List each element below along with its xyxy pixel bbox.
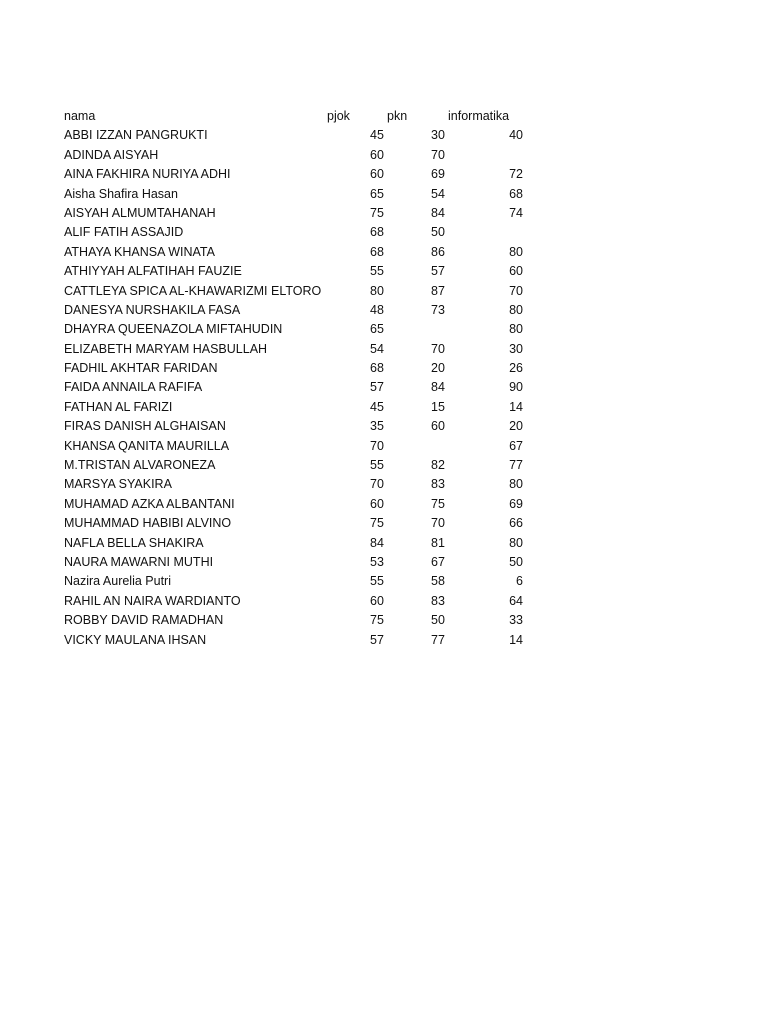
cell-informatika: 66 xyxy=(509,516,523,531)
cell-informatika: 60 xyxy=(509,264,523,279)
cell-pkn: 50 xyxy=(431,613,445,628)
cell-pjok: 54 xyxy=(370,341,384,356)
cell-nama: FADHIL AKHTAR FARIDAN xyxy=(64,361,218,376)
table-row xyxy=(64,553,534,572)
cell-informatika: 20 xyxy=(509,419,523,434)
cell-pjok: 70 xyxy=(370,477,384,492)
cell-informatika: 6 xyxy=(516,574,523,589)
cell-pkn: 75 xyxy=(431,496,445,511)
cell-pkn: 30 xyxy=(431,128,445,143)
cell-pjok: 55 xyxy=(370,458,384,473)
cell-pjok: 53 xyxy=(370,554,384,569)
cell-pkn: 70 xyxy=(431,516,445,531)
cell-pkn: 81 xyxy=(431,535,445,550)
cell-informatika: 50 xyxy=(509,554,523,569)
cell-pkn: 15 xyxy=(431,399,445,414)
table-row xyxy=(64,495,534,514)
cell-pjok: 65 xyxy=(370,322,384,337)
cell-pkn: 82 xyxy=(431,458,445,473)
cell-pjok: 84 xyxy=(370,535,384,550)
cell-pjok: 55 xyxy=(370,264,384,279)
cell-informatika: 77 xyxy=(509,458,523,473)
cell-nama: VICKY MAULANA IHSAN xyxy=(64,632,207,647)
table-row xyxy=(64,359,534,378)
table-row xyxy=(64,611,534,630)
cell-nama: ATHIYYAH ALFATIHAH FAUZIE xyxy=(64,264,242,279)
cell-informatika: 72 xyxy=(509,167,523,182)
cell-pkn: 69 xyxy=(431,167,445,182)
table-header-row xyxy=(64,107,534,126)
table-row xyxy=(64,572,534,591)
cell-nama: DHAYRA QUEENAZOLA MIFTAHUDIN xyxy=(64,322,283,337)
table-row xyxy=(64,204,534,223)
cell-nama: RAHIL AN NAIRA WARDIANTO xyxy=(64,593,241,608)
cell-pkn: 83 xyxy=(431,593,445,608)
table-row xyxy=(64,398,534,417)
cell-pjok: 80 xyxy=(370,283,384,298)
cell-pkn: 84 xyxy=(431,380,445,395)
table-row xyxy=(64,592,534,611)
cell-nama: ALIF FATIH ASSAJID xyxy=(64,225,184,240)
cell-pjok: 65 xyxy=(370,186,384,201)
table-row xyxy=(64,126,534,145)
table-row xyxy=(64,146,534,165)
table-row xyxy=(64,514,534,533)
table-row xyxy=(64,262,534,281)
cell-pkn: 87 xyxy=(431,283,445,298)
cell-informatika: 33 xyxy=(509,613,523,628)
cell-pjok: 75 xyxy=(370,516,384,531)
table-row xyxy=(64,165,534,184)
cell-informatika: 68 xyxy=(509,186,523,201)
cell-informatika: 14 xyxy=(509,399,523,414)
table-row xyxy=(64,223,534,242)
cell-pjok: 70 xyxy=(370,438,384,453)
cell-nama: MUHAMMAD HABIBI ALVINO xyxy=(64,516,232,531)
cell-pjok: 48 xyxy=(370,302,384,317)
header-pjok: pjok xyxy=(327,109,350,123)
cell-pkn: 60 xyxy=(431,419,445,434)
header-nama: nama xyxy=(64,109,96,123)
score-table xyxy=(64,107,534,650)
table-row xyxy=(64,437,534,456)
cell-informatika: 30 xyxy=(509,341,523,356)
cell-nama: AISYAH ALMUMTAHANAH xyxy=(64,205,216,220)
table-row xyxy=(64,417,534,436)
cell-informatika: 26 xyxy=(509,361,523,376)
cell-pjok: 68 xyxy=(370,225,384,240)
cell-pkn: 67 xyxy=(431,554,445,569)
table-row xyxy=(64,534,534,553)
cell-nama: ATHAYA KHANSA WINATA xyxy=(64,244,215,259)
cell-nama: FATHAN AL FARIZI xyxy=(64,399,173,414)
cell-nama: M.TRISTAN ALVARONEZA xyxy=(64,458,216,473)
cell-pjok: 45 xyxy=(370,399,384,414)
cell-nama: CATTLEYA SPICA AL-KHAWARIZMI ELTORO xyxy=(64,283,322,298)
table-row xyxy=(64,243,534,262)
table-row xyxy=(64,456,534,475)
cell-pkn: 70 xyxy=(431,341,445,356)
cell-nama: ROBBY DAVID RAMADHAN xyxy=(64,613,224,628)
cell-nama: NAFLA BELLA SHAKIRA xyxy=(64,535,204,550)
cell-informatika: 80 xyxy=(509,302,523,317)
cell-pkn: 54 xyxy=(431,186,445,201)
cell-pjok: 68 xyxy=(370,361,384,376)
cell-pkn: 86 xyxy=(431,244,445,259)
table-body xyxy=(64,126,534,650)
cell-nama: MARSYA SYAKIRA xyxy=(64,477,172,492)
cell-pjok: 60 xyxy=(370,593,384,608)
cell-pjok: 75 xyxy=(370,613,384,628)
cell-pkn: 57 xyxy=(431,264,445,279)
cell-informatika: 40 xyxy=(509,128,523,143)
cell-nama: FIRAS DANISH ALGHAISAN xyxy=(64,419,226,434)
cell-pkn: 73 xyxy=(431,302,445,317)
cell-pkn: 20 xyxy=(431,361,445,376)
header-pkn: pkn xyxy=(387,109,408,123)
table-row xyxy=(64,301,534,320)
table-row xyxy=(64,282,534,301)
cell-nama: Nazira Aurelia Putri xyxy=(64,574,171,589)
cell-pkn: 58 xyxy=(431,574,445,589)
cell-pjok: 57 xyxy=(370,632,384,647)
cell-nama: AINA FAKHIRA NURIYA ADHI xyxy=(64,167,231,182)
cell-pjok: 75 xyxy=(370,205,384,220)
cell-informatika: 64 xyxy=(509,593,523,608)
cell-pkn: 77 xyxy=(431,632,445,647)
cell-nama: NAURA MAWARNI MUTHI xyxy=(64,554,214,569)
header-informatika: informatika xyxy=(448,109,510,123)
cell-pkn: 83 xyxy=(431,477,445,492)
cell-informatika: 80 xyxy=(509,535,523,550)
cell-informatika: 14 xyxy=(509,632,523,647)
table-row xyxy=(64,340,534,359)
cell-informatika: 74 xyxy=(509,205,523,220)
cell-informatika: 80 xyxy=(509,477,523,492)
cell-pkn: 50 xyxy=(431,225,445,240)
cell-pkn: 84 xyxy=(431,205,445,220)
table-row xyxy=(64,320,534,339)
cell-pjok: 60 xyxy=(370,167,384,182)
table-row xyxy=(64,378,534,397)
cell-nama: ELIZABETH MARYAM HASBULLAH xyxy=(64,341,268,356)
cell-nama: KHANSA QANITA MAURILLA xyxy=(64,438,230,453)
cell-informatika: 80 xyxy=(509,244,523,259)
cell-pjok: 60 xyxy=(370,147,384,162)
cell-pkn: 70 xyxy=(431,147,445,162)
cell-nama: ABBI IZZAN PANGRUKTI xyxy=(64,128,208,143)
cell-informatika: 90 xyxy=(509,380,523,395)
cell-informatika: 69 xyxy=(509,496,523,511)
cell-nama: FAIDA ANNAILA RAFIFA xyxy=(64,380,203,395)
cell-nama: MUHAMAD AZKA ALBANTANI xyxy=(64,496,235,511)
cell-pjok: 57 xyxy=(370,380,384,395)
table-row xyxy=(64,631,534,650)
cell-nama: ADINDA AISYAH xyxy=(64,147,159,162)
cell-pjok: 68 xyxy=(370,244,384,259)
cell-pjok: 45 xyxy=(370,128,384,143)
cell-nama: DANESYA NURSHAKILA FASA xyxy=(64,302,241,317)
cell-pjok: 55 xyxy=(370,574,384,589)
table-row xyxy=(64,475,534,494)
cell-pjok: 35 xyxy=(370,419,384,434)
cell-informatika: 67 xyxy=(509,438,523,453)
cell-nama: Aisha Shafira Hasan xyxy=(64,186,178,201)
cell-informatika: 70 xyxy=(509,283,523,298)
cell-informatika: 80 xyxy=(509,322,523,337)
cell-pjok: 60 xyxy=(370,496,384,511)
table-row xyxy=(64,185,534,204)
